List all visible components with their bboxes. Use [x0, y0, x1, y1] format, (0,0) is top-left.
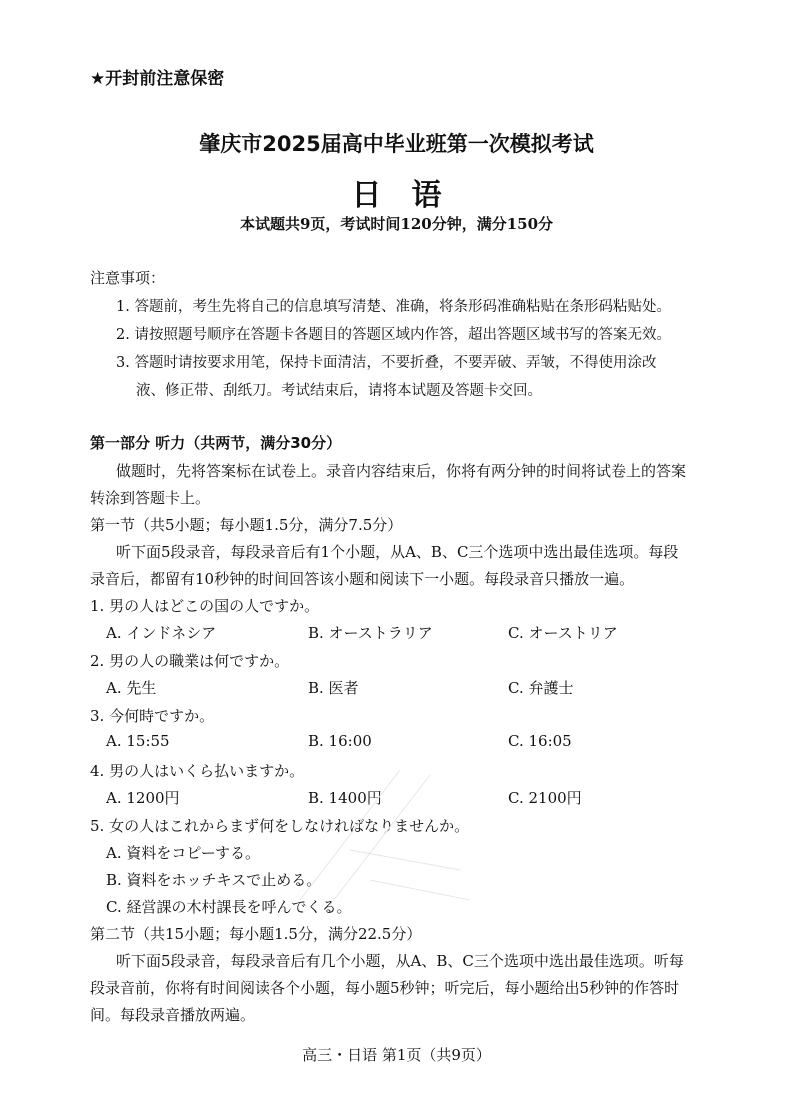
section1-intro: 录音后，都留有10秒钟的时间回答该小题和阅读下一小题。每段录音只播放一遍。: [90, 570, 635, 588]
option-b: B. 1400円: [308, 789, 382, 807]
question-1: 1. 男の人はどこの国の人ですか。: [90, 597, 320, 615]
faint-watermark-lines: [290, 760, 490, 910]
question-4: 4. 男の人はいくら払いますか。: [90, 762, 305, 780]
section2-intro: 听下面5段录音，每段录音后有几个小题，从A、B、C三个选项中选出最佳选项。听每: [116, 952, 684, 970]
option-b: B. 16:00: [308, 732, 372, 750]
note-item: 2. 请按照题号顺序在答题卡各题目的答题区域内作答，超出答题区域书写的答案无效。: [116, 327, 671, 343]
section1-heading: 第一节（共5小题；每小题1.5分，满分7.5分）: [90, 516, 403, 534]
exam-title: 肇庆市2025届高中毕业班第一次模拟考试: [199, 132, 594, 156]
section1-intro: 听下面5段录音，每段录音后有1个小题，从A、B、C三个选项中选出最佳选项。每段: [116, 543, 679, 561]
option-a: A. インドネシア: [106, 624, 217, 642]
question-5: 5. 女の人はこれからまず何をしなければなりませんか。: [90, 817, 470, 835]
part1-heading: 第一部分 听力（共两节，满分30分）: [90, 434, 342, 452]
note-item: 液、修正带、刮纸刀。考试结束后，请将本试题及答题卡交回。: [136, 383, 542, 399]
option-c: C. オーストリア: [508, 624, 618, 642]
option-b: B. 医者: [308, 679, 359, 697]
exam-info: 本试题共9页，考试时间120分钟，满分150分: [239, 215, 554, 233]
option-b: B. オーストラリア: [308, 624, 433, 642]
part1-intro: 做题时，先将答案标在试卷上。录音内容结束后，你将有两分钟的时间将试卷上的答案: [116, 462, 687, 480]
notes-heading: 注意事项：: [90, 269, 166, 287]
part1-intro: 转涂到答题卡上。: [90, 489, 211, 507]
section2-intro: 段录音前，你将有时间阅读各个小题，每小题5秒钟；听完后，每小题给出5秒钟的作答时: [90, 979, 680, 997]
subject-title: 日语: [351, 178, 472, 213]
section2-intro: 间。每段录音播放两遍。: [90, 1006, 256, 1024]
option-a: A. 先生: [106, 679, 157, 697]
option-b: B. 資料をホッチキスで止める。: [106, 871, 322, 889]
question-2: 2. 男の人の職業は何ですか。: [90, 652, 290, 670]
option-c: C. 2100円: [508, 789, 582, 807]
note-item: 1. 答题前，考生先将自己的信息填写清楚、准确，将条形码准确粘贴在条形码粘贴处。: [116, 299, 671, 315]
option-a: A. 資料をコピーする。: [106, 844, 261, 862]
page-footer: 高三・日语 第1页（共9页）: [302, 1046, 491, 1064]
option-c: C. 弁護士: [508, 679, 574, 697]
option-c: C. 16:05: [508, 732, 572, 750]
question-3: 3. 今何時ですか。: [90, 707, 215, 725]
option-a: A. 15:55: [106, 732, 170, 750]
confidential-notice: ★开封前注意保密: [90, 69, 225, 89]
option-a: A. 1200円: [106, 789, 180, 807]
option-c: C. 経営課の木村課長を呼んでくる。: [106, 898, 352, 916]
note-item: 3. 答题时请按要求用笔，保持卡面清洁，不要折叠，不要弄破、弄皱，不得使用涂改: [116, 355, 657, 371]
section2-heading: 第二节（共15小题；每小题1.5分，满分22.5分）: [90, 925, 422, 943]
